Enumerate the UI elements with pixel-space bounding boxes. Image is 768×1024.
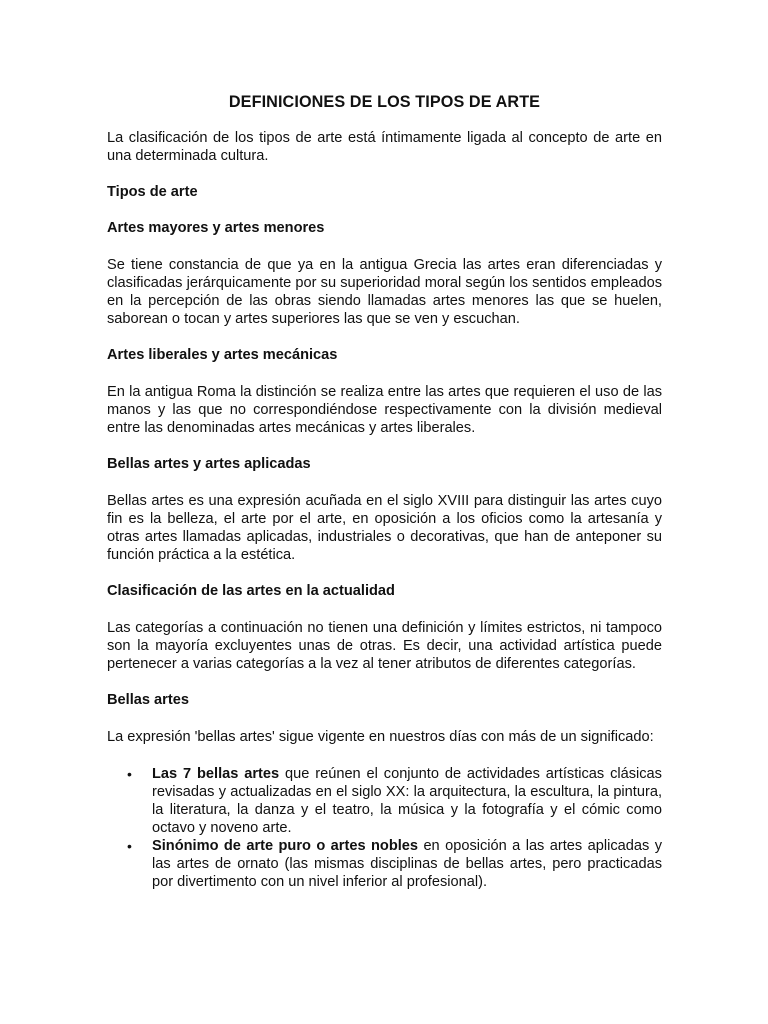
list-item-text: que reúnen el conjunto de actividades artísticas clásicas revisadas y actualizadas en el siglo XX: la arquitectura, la escultura, la pintura, la literatura, la danza y el teatro, la música y la fotografía y el cómic como octavo y noveno arte. xyxy=(152,766,662,836)
section-heading-liberales-mecanicas: Artes liberales y artes mecánicas xyxy=(107,347,338,363)
spacer xyxy=(107,564,662,582)
document-title: DEFINICIONES DE LOS TIPOS DE ARTE xyxy=(228,93,541,111)
paragraph-liberales-mecanicas: En la antigua Roma la distinción se realiza entre las artes que requieren el uso de las manos y las que no correspondiéndose respectivamente con la división medieval entre las denominadas artes mecánicas y artes liberales. xyxy=(107,384,662,436)
spacer xyxy=(107,473,662,492)
list-item-lead: Sinónimo de arte puro o artes nobles xyxy=(152,838,419,854)
paragraph-bellas-artes: La expresión 'bellas artes' sigue vigente en nuestros días con más de un significado: xyxy=(107,729,654,745)
paragraph-bellas-aplicadas: Bellas artes es una expresión acuñada en el siglo XVIII para distinguir las artes cuyo fin es la belleza, el arte por el arte, en oposición a los oficios como la artesanía y otras artes llamadas aplicadas, industriales o decorativas, que han de anteponer su función práctica a la estética. xyxy=(107,493,662,563)
spacer xyxy=(107,328,662,346)
spacer xyxy=(107,364,662,383)
spacer xyxy=(107,600,662,619)
list-item xyxy=(107,837,662,891)
paragraph-actualidad: Las categorías a continuación no tienen una definición y límites estrictos, ni tampoco son la mayoría excluyentes unas de otras. Es decir, una actividad artística puede pertenecer a varias categorías a la vez al tener atributos de diferentes categorías. xyxy=(107,620,662,672)
bullet-icon: • xyxy=(127,766,132,782)
intro-paragraph: La clasificación de los tipos de arte está íntimamente ligada al concepto de arte en una determinada cultura. xyxy=(107,130,662,164)
spacer xyxy=(107,673,662,691)
paragraph-mayores-menores: Se tiene constancia de que ya en la antigua Grecia las artes eran diferenciadas y clasificadas jerárquicamente por su superioridad moral según los sentidos empleados en la percepción de las obras siendo llamadas artes menores las que se huelen, saborean o tocan y artes superiores las que se ven y escuchan. xyxy=(107,257,662,327)
list-item-lead: Las 7 bellas artes xyxy=(152,766,280,782)
spacer xyxy=(107,746,662,765)
section-heading-bellas-aplicadas: Bellas artes y artes aplicadas xyxy=(107,456,311,472)
spacer xyxy=(107,165,662,183)
spacer xyxy=(107,237,662,256)
list-item xyxy=(107,765,662,837)
list-item-text: en oposición a las artes aplicadas y las artes de ornato (las mismas disciplinas de bellas artes, pero practicadas por divertimento con un nivel inferior al profesional). xyxy=(152,838,662,890)
bullet-icon: • xyxy=(127,838,132,854)
section-heading-bellas-artes: Bellas artes xyxy=(107,692,189,708)
bellas-artes-list xyxy=(107,765,662,891)
spacer xyxy=(107,201,662,219)
section-heading-tipos: Tipos de arte xyxy=(107,184,198,200)
section-heading-mayores-menores: Artes mayores y artes menores xyxy=(107,220,325,236)
spacer xyxy=(107,709,662,728)
section-heading-actualidad: Clasificación de las artes en la actualidad xyxy=(107,583,395,599)
spacer xyxy=(107,437,662,455)
